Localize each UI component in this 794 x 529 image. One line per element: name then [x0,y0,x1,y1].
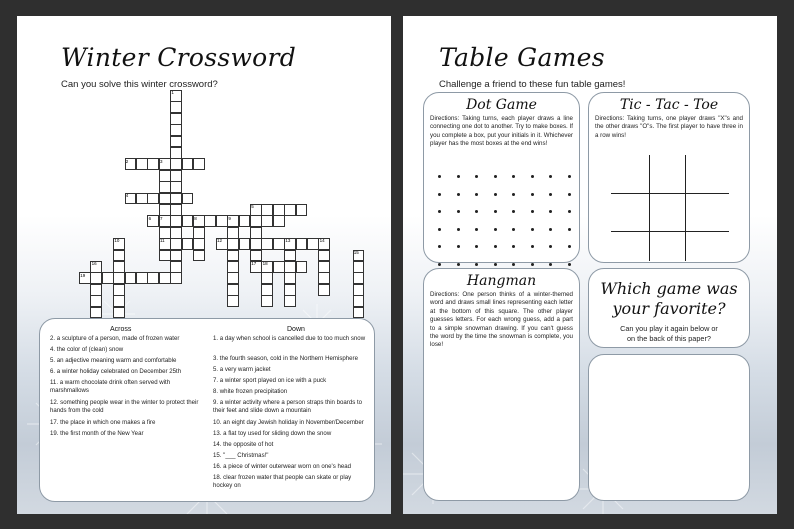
crossword-cell[interactable] [147,158,159,170]
down-clue: 7. a winter sport played on ice with a puck [213,377,327,384]
crossword-cell[interactable] [159,204,171,216]
crossword-cell[interactable] [296,261,308,273]
down-clue: 13. a flat toy used for sliding down the snow [213,430,332,437]
game-dot[interactable] [475,245,478,248]
clue-number: 18 [262,261,268,267]
crossword-cell[interactable] [170,101,182,113]
crossword-cell[interactable] [239,238,251,250]
page-subtitle: Can you solve this winter crossword? [61,79,218,90]
crossword-cell[interactable] [284,272,296,284]
crossword-cell[interactable] [261,238,273,250]
across-clue: 17. the place in which one makes a fire [50,419,156,426]
crossword-cell[interactable] [227,284,239,296]
crossword-cell[interactable] [261,284,273,296]
crossword-cell[interactable] [353,284,365,296]
crossword-cell[interactable] [250,238,262,250]
game-dot[interactable] [568,210,571,213]
favorite-game-box [588,268,750,348]
crossword-cell[interactable] [170,124,182,136]
crossword-cell[interactable] [273,204,285,216]
game-dot[interactable] [568,245,571,248]
game-dot[interactable] [438,245,441,248]
crossword-cell[interactable] [307,238,319,250]
crossword-cell[interactable] [90,284,102,296]
favorite-title-line2: your favorite? [612,299,726,318]
clue-number: 2 [125,158,129,164]
dot-grid[interactable] [424,93,581,264]
crossword-cell[interactable] [147,272,159,284]
game-dot[interactable] [568,228,571,231]
crossword-cell[interactable] [170,250,182,262]
across-clue: 19. the first month of the New Year [50,430,144,437]
crossword-cell[interactable] [353,272,365,284]
clue-number: 1 [171,90,174,96]
crossword-cell[interactable] [170,170,182,182]
crossword-cell[interactable] [284,284,296,296]
game-dot[interactable] [494,210,497,213]
crossword-cell[interactable] [273,261,285,273]
crossword-cell[interactable] [296,204,308,216]
clue-number: 4 [125,192,129,198]
game-dot[interactable] [457,210,460,213]
across-clue: 12. something people wear in the winter to protect their hands from the cold [50,399,199,415]
crossword-cell[interactable] [170,215,182,227]
crossword-cell[interactable] [261,272,273,284]
clue-number: 11 [160,238,165,244]
crossword-cell[interactable] [227,272,239,284]
crossword-cell[interactable] [227,250,239,262]
clue-number: 15 [353,249,359,255]
crossword-cell[interactable] [284,261,296,273]
game-dot[interactable] [531,263,534,266]
game-dot[interactable] [568,193,571,196]
game-dot[interactable] [549,175,552,178]
across-clue: 5. an adjective meaning warm and comfortable [50,357,177,364]
crossword-cell[interactable] [136,272,148,284]
crossword-cell[interactable] [318,284,330,296]
crossword-cell[interactable] [90,272,102,284]
crossword-cell[interactable] [227,261,239,273]
game-dot[interactable] [494,175,497,178]
crossword-cell[interactable] [204,215,216,227]
tic-tac-toe-board[interactable] [589,93,751,264]
crossword-cell[interactable] [227,295,239,307]
down-heading: Down [287,326,305,333]
crossword-cell[interactable] [182,193,194,205]
game-dot[interactable] [475,193,478,196]
down-clue: 16. a piece of winter outerwear worn on one's head [213,463,352,470]
crossword-cell[interactable] [273,215,285,227]
crossword-cell[interactable] [318,261,330,273]
crossword-cell[interactable] [182,215,194,227]
crossword-cell[interactable] [170,181,182,193]
crossword-cell[interactable] [170,272,182,284]
crossword-page [17,16,391,514]
down-clue: 8. white frozen precipitation [213,388,288,395]
clue-number: 19 [80,272,86,278]
game-dot[interactable] [438,228,441,231]
board-line [611,231,729,232]
clue-number: 5 [251,204,254,210]
across-heading: Across [110,326,132,333]
game-dot[interactable] [475,175,478,178]
crossword-cell[interactable] [159,170,171,182]
game-dot[interactable] [531,193,534,196]
game-dot[interactable] [549,245,552,248]
page-title: Winter Crossword [61,43,297,72]
crossword-cell[interactable] [170,113,182,125]
clue-number: 14 [319,238,325,244]
crossword-cell[interactable] [147,193,159,205]
clue-number: 10 [114,238,120,244]
crossword-cell[interactable] [284,295,296,307]
game-dot[interactable] [494,193,497,196]
crossword-cell[interactable] [90,307,102,319]
crossword-cell[interactable] [261,204,273,216]
game-dot[interactable] [457,175,460,178]
down-clue: 15. "___ Christmas!" [213,452,269,459]
crossword-cell[interactable] [159,227,171,239]
crossword-cell[interactable] [159,250,171,262]
crossword-cell[interactable] [136,158,148,170]
crossword-cell[interactable] [250,227,262,239]
crossword-cell[interactable] [102,272,114,284]
crossword-cell[interactable] [159,181,171,193]
across-clue: 2. a sculpture of a person, made of frozen water [50,335,180,342]
crossword-cell[interactable] [216,215,228,227]
crossword-cell[interactable] [90,295,102,307]
play-again-box[interactable] [588,354,750,501]
crossword-cell[interactable] [113,307,125,319]
crossword-cell[interactable] [170,261,182,273]
hangman-box[interactable] [423,268,580,501]
clue-number: 12 [217,238,223,244]
game-dot[interactable] [457,228,460,231]
game-dot[interactable] [531,228,534,231]
crossword-cell[interactable] [261,295,273,307]
across-clue: 4. the color of (clean) snow [50,346,124,353]
clue-number: 13 [285,238,291,244]
crossword-cell[interactable] [113,272,125,284]
crossword-cell[interactable] [170,227,182,239]
dot-game-box [423,92,580,263]
crossword-cell[interactable] [284,204,296,216]
game-dot[interactable] [494,245,497,248]
page-title: Table Games [439,43,605,72]
crossword-cell[interactable] [353,295,365,307]
clue-number: 6 [148,215,152,221]
game-dot[interactable] [512,245,515,248]
game-dot[interactable] [475,228,478,231]
game-dot[interactable] [438,175,441,178]
crossword-cell[interactable] [170,147,182,159]
clues-panel [39,318,375,502]
crossword-cell[interactable] [170,136,182,148]
clue-number: 9 [228,215,231,221]
crossword-cell[interactable] [113,261,125,273]
game-dot[interactable] [438,210,441,213]
down-clue: 5. a very warm jacket [213,366,271,373]
game-dot[interactable] [568,263,571,266]
crossword-cell[interactable] [113,295,125,307]
game-dot[interactable] [531,175,534,178]
board-line [611,193,729,194]
across-clue: 6. a winter holiday celebrated on December 25th [50,368,182,375]
game-dot[interactable] [475,210,478,213]
crossword-cell[interactable] [193,158,205,170]
clue-number: 8 [194,215,197,221]
game-dot[interactable] [549,228,552,231]
crossword-cell[interactable] [318,250,330,262]
crossword-cell[interactable] [193,227,205,239]
down-clue: 10. an eight day Jewish holiday in November/December [213,419,364,426]
game-dot[interactable] [494,228,497,231]
board-line [685,155,686,261]
crossword-cell[interactable] [250,215,262,227]
crossword-cell[interactable] [182,238,194,250]
game-dot[interactable] [568,175,571,178]
favorite-subtitle-line1: Can you play it again below or [620,324,718,333]
crossword-cell[interactable] [353,307,365,319]
crossword-cell[interactable] [239,215,251,227]
clue-number: 16 [91,261,97,267]
game-dot[interactable] [457,193,460,196]
game-dot[interactable] [531,245,534,248]
crossword-cell[interactable] [353,261,365,273]
down-clue: 3. the fourth season, cold in the Northern Hemisphere [213,355,358,362]
game-dot[interactable] [457,245,460,248]
game-dot[interactable] [512,175,515,178]
tic-tac-toe-title: Tic - Tac - Toe [619,97,719,113]
crossword-cell[interactable] [170,158,182,170]
clue-number: 17 [251,261,257,267]
down-clue: 1. a day when school is cancelled due to too much snow [213,335,366,342]
board-line [649,155,650,261]
crossword-cell[interactable] [318,272,330,284]
crossword-cell[interactable] [170,238,182,250]
crossword-cell[interactable] [159,193,171,205]
crossword-cell[interactable] [193,238,205,250]
crossword-cell[interactable] [182,158,194,170]
game-dot[interactable] [531,210,534,213]
down-clue: 18. clear frozen water that people can skate or play hockey on [213,474,352,490]
crossword-cell[interactable] [284,250,296,262]
clue-number: 3 [160,158,163,164]
crossword-cell[interactable] [193,250,205,262]
crossword-cell[interactable] [159,272,171,284]
game-dot[interactable] [438,193,441,196]
crossword-cell[interactable] [273,238,285,250]
across-clue: 11. a warm chocolate drink often served with marshmallows [50,379,171,395]
down-clue: 9. a winter activity where a person straps thin boards to their feet and slide down a mountain [213,399,363,415]
down-clue: 14. the opposite of hot [213,441,274,448]
game-dot[interactable] [512,193,515,196]
crossword-cell[interactable] [113,250,125,262]
game-dot[interactable] [549,210,552,213]
game-dot[interactable] [494,263,497,266]
tic-tac-toe-directions: Directions: Taking turns, one player draws "X"s and the other draws "O"s. The first player to have three in a row wins! [595,115,743,139]
game-dot[interactable] [512,210,515,213]
hangman-title: Hangman [466,273,537,289]
clue-number: 7 [160,215,163,221]
page-subtitle: Challenge a friend to these fun table games! [439,79,626,90]
hangman-directions: Directions: One person thinks of a winter-themed word and draws small lines representing each letter at the bottom of this square. The other player guesses letters. For each wrong guess, add a part to a simple snowman drawing. If you can't guess the word by the time the snowman is complete, you lose! [430,291,573,349]
game-dot[interactable] [512,228,515,231]
game-dot[interactable] [549,193,552,196]
crossword-grid [17,16,391,336]
crossword-cell[interactable] [125,272,137,284]
crossword-cell[interactable] [136,193,148,205]
crossword-cell[interactable] [227,227,239,239]
crossword-cell[interactable] [113,284,125,296]
tic-tac-toe-box [588,92,750,263]
table-games-page [403,16,777,514]
dot-game-directions: Directions: Taking turns, each player draws a line connecting one dot to another. Try to make boxes. If you complete a box, put your initials in it. Whichever player has the most boxes at the end wins! [430,115,573,148]
crossword-cell[interactable] [250,250,262,262]
crossword-cell[interactable] [170,204,182,216]
crossword-cell[interactable] [227,238,239,250]
favorite-subtitle-line2: on the back of this paper? [627,334,711,343]
game-dot[interactable] [457,263,460,266]
favorite-title-line1: Which game was [600,279,738,298]
crossword-cell[interactable] [261,215,273,227]
crossword-cell[interactable] [170,193,182,205]
crossword-cell[interactable] [296,238,308,250]
dot-game-title: Dot Game [466,97,537,113]
